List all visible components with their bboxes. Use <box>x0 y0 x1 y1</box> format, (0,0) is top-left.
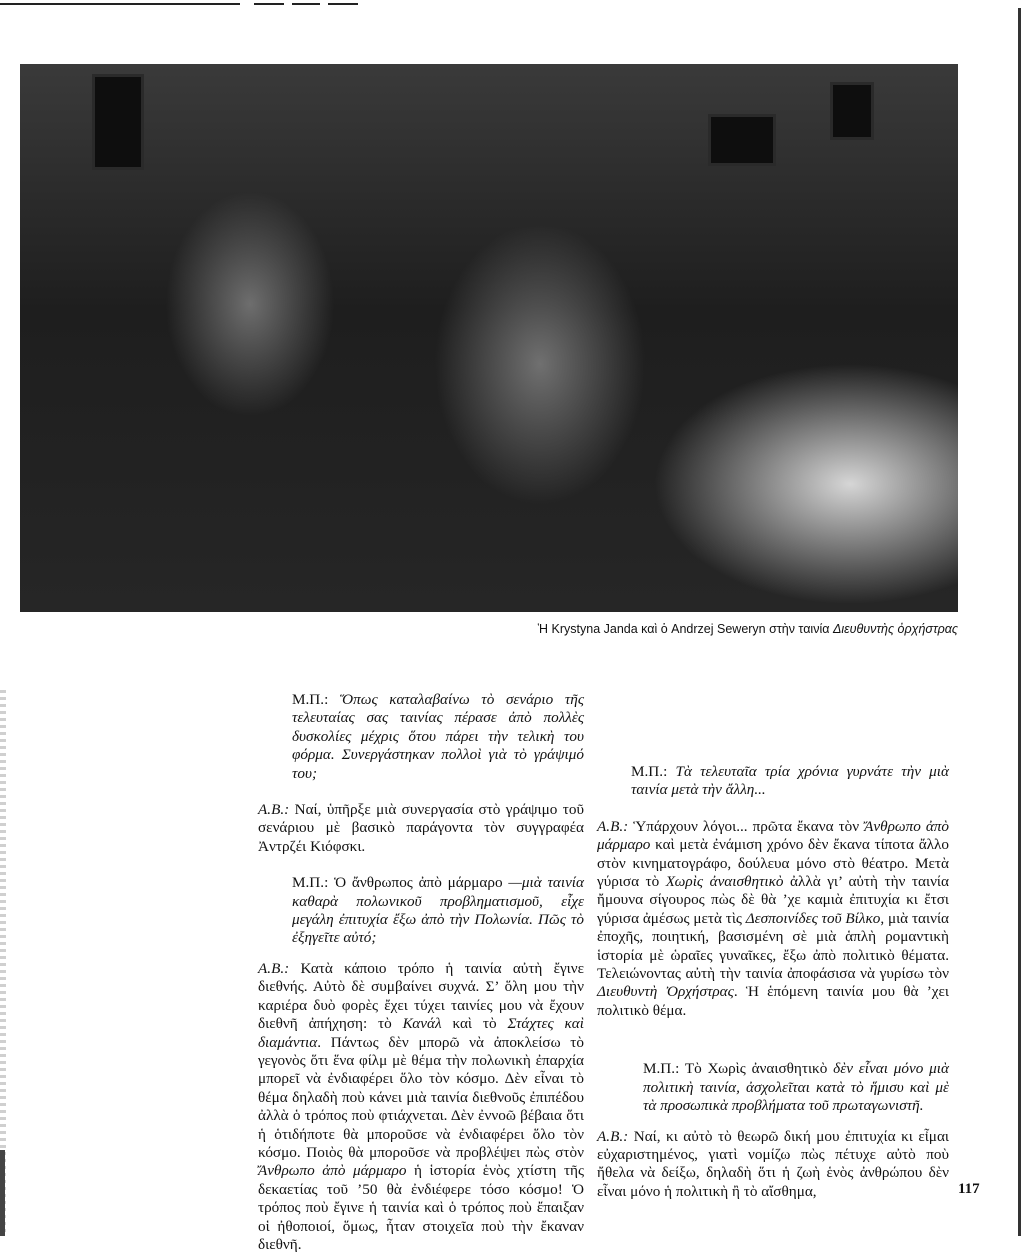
film-title: Στάχτες καὶ διαμάντια <box>258 1015 584 1051</box>
answer-2 <box>258 960 584 1254</box>
text-column-left <box>258 691 584 1254</box>
answer-text: . Ἡ ἑπόμενη ταινία μου θὰ ’χει πολιτικὸ θέμα. <box>597 983 950 1019</box>
question-text: —μιὰ ταινία καθαρὰ πολωνικοῦ προβληματισμοῦ, εἶχε μεγάλη ἐπιτυχία ἔξω ἀπὸ τὴν Πολωνία. Πῶς τὸ ἐξηγεῖτε αὐτό; <box>292 874 584 947</box>
question-text: Ὅπως καταλαβαίνω τὸ σενάριο τῆς τελευταίας σας ταινίας πέρασε ἀπὸ πολλὲς δυσκολίες μέχρις ὅτου πάρει τὴν τελικὴ του φόρμα. Συνεργάστηκαν πολλοὶ γιὰ τὸ γράψιμό του; <box>292 691 584 782</box>
question-film-title: Τὸ Χωρὶς ἀναισθητικὸ <box>684 1060 828 1078</box>
answer-3 <box>597 818 949 1020</box>
film-title: Ἄνθρωπο ἀπὸ μάρμαρο <box>597 817 949 854</box>
speaker-label: Α.Β.: <box>597 1127 629 1145</box>
answer-text: Κατὰ κάποιο τρόπο ἡ ταινία αὐτὴ ἔγινε διεθνής. Αὐτὸ δὲ συμβαίνει συχνά. Σ’ ὅλη μου τὴν καριέρα δυὸ φορὲς ἔχει τύχει ταινίες μου νὰ ἔχουν διεθνῆ ἀπήχηση: τὸ <box>258 959 585 1033</box>
answer-text: , μιὰ ταινία ἐποχῆς, ποιητική, βασισμένη σὲ μιὰ ἁπλὴ ρομαντικὴ ἱστορία μὲ ὡραῖες γυναῖκες, ἔξω ἀπὸ πολιτικὸ θέματα. Τελειώνοντας αὐτὴ τὴν ταινία ἀποφάσισα νὰ γυρίσω τὸν <box>597 909 950 983</box>
answer-text: ἡ ἱστορία ἑνὸς χτίστη τῆς δεκαετίας τοῦ ’50 θὰ ἐνδιέφερε τόσο κόσμο! Ὁ τρόπος ποὺ ἔγινε ἡ ταινία καὶ ὁ τρόπος ποὺ ἔπαιξαν οἱ ἠθοποιοί, ὅμως, ἦταν στοιχεῖα ποὺ τὴν ἔκαναν διεθνῆ. <box>258 1162 584 1253</box>
speaker-label: Μ.Π.: <box>292 691 329 708</box>
wall-picture-frame <box>830 82 874 140</box>
scan-edge-bar <box>0 1150 5 1236</box>
answer-4 <box>597 1128 949 1202</box>
film-title: Κανάλ <box>402 1015 442 1033</box>
scan-edge-right <box>1018 8 1021 1236</box>
speaker-label: Μ.Π.: <box>631 763 668 780</box>
wall-picture-frame <box>92 74 144 170</box>
speaker-label: Α.Β.: <box>258 959 290 977</box>
top-rule-marks <box>0 3 1024 7</box>
answer-1 <box>258 801 584 856</box>
answer-text: καὶ μετὰ ἐνάμιση χρόνο δὲν ἔκανα τίποτα ἄλλο στὸν κινηματογράφο, δούλευα μόνο στὸ θέατρο. Μετὰ γύρισα τὸ <box>597 836 949 891</box>
answer-text: . Πάντως δὲν μπορῶ νὰ ἀποκλείσω τὸ γεγονὸς ὅτι ἕνα φίλμ μὲ θέμα τὴν πολωνικὴ ἐπαρχία μπορεῖ νὰ ἐνδιαφέρει ὅλο τὸν κόσμο. Δὲν εἶναι τὸ θέμα δηλαδὴ ποὺ κάνει μιὰ ταινία διεθνοῦς ἐπιπέδου ἀλλὰ ὁ τρόπος ποὺ φτιάχνεται. Δὲν ἐννοῶ βέβαια ὅτι ἡ ὁτιδήποτε θὰ μποροῦσε νὰ ἐνδιαφέρει ὅλο τὸν κόσμο. Ποιὸς θὰ μποροῦσε νὰ προβλέψει πὼς στὸν <box>258 1033 584 1161</box>
text-column-right <box>597 691 949 1201</box>
answer-text: Ὑπάρχουν λόγοι... πρῶτα ἔκανα τὸν <box>633 817 865 835</box>
question-1 <box>258 691 584 783</box>
caption-film-title: Διευθυντὴς ὀρχήστρας <box>832 622 958 636</box>
film-title: Χωρὶς ἀναισθητικὸ <box>665 873 784 891</box>
speaker-label: Μ.Π.: <box>292 874 329 892</box>
wall-picture-frame <box>708 114 776 166</box>
caption-text: Ἡ Krystyna Janda καὶ ὁ Andrzej Seweryn στὴν ταινία <box>537 622 833 636</box>
answer-text: ἀλλὰ γι’ αὐτὴ τὴν ταινία ἤμουνα σίγουρος πὼς δὲ θὰ ’χε καμιὰ ἐπιτυχία κι ἔτσι γύρισα ἀμέσως μετὰ τὶς <box>597 873 949 927</box>
photo-caption <box>500 622 958 636</box>
question-3 <box>597 763 949 800</box>
question-text: Τὰ τελευταῖα τρία χρόνια γυρνάτε τὴν μιὰ ταινία μετὰ τὴν ἄλλη... <box>631 763 949 799</box>
film-title: Ἄνθρωπο ἀπὸ μάρμαρο <box>258 1162 407 1180</box>
question-4 <box>597 1060 949 1115</box>
answer-text: Ναί, κι αὐτὸ τὸ θεωρῶ δική μου ἐπιτυχία κι εἶμαι εὐχαριστημένος, γιατὶ νομίζω πὼς πέτυχε αὐτὸ ποὺ ἤθελα νὰ δείξω, δηλαδὴ ὅτι ἡ ζωὴ ἑνὸς ἀνθρώπου δὲν εἶναι μόνο ἡ πολιτικὴ ἢ τὸ αἴσθημα, <box>597 1127 949 1200</box>
question-film-title: Ὁ ἄνθρωπος ἀπὸ μάρμαρο <box>334 874 503 892</box>
answer-text: Ναί, ὑπῆρξε μιὰ συνεργασία στὸ γράψιμο τοῦ σενάριου μὲ βασικὸ παράγοντα τὸν συγγραφέα Ἀντρζέι Κιόφσκι. <box>258 801 584 855</box>
film-title: Δεσποινίδες τοῦ Βίλκο <box>745 909 881 927</box>
question-text: δὲν εἶναι μόνο μιὰ πολιτικὴ ταινία, ἀσχολεῖται κατὰ τὸ ἥμισυ καὶ μὲ τὰ προσωπικὰ προβλήματα τοῦ πρωταγωνιστῆ. <box>643 1060 949 1115</box>
speaker-label: Α.Β.: <box>258 801 290 819</box>
film-title: Διευθυντὴ Ὀρχήστρας <box>597 983 734 1001</box>
speaker-label: Α.Β.: <box>597 817 629 835</box>
page-number: 117 <box>958 1181 980 1197</box>
film-still-photo <box>20 64 958 612</box>
speaker-label: Μ.Π.: <box>643 1060 680 1078</box>
question-2 <box>258 874 584 948</box>
answer-text: καὶ τὸ <box>441 1015 508 1033</box>
